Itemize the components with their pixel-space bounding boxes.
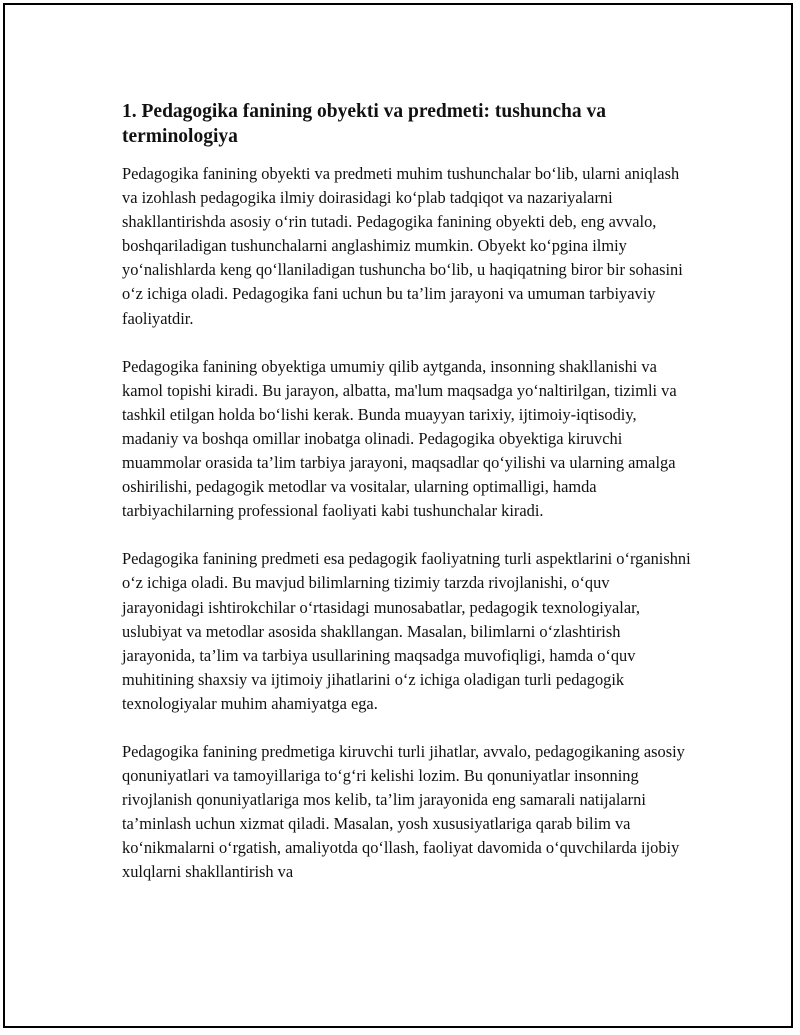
document-body — [122, 99, 692, 909]
page-frame — [3, 3, 793, 1028]
section-heading: 1. Pedagogika fanining obyekti va predmeti: tushuncha va terminologiya — [122, 101, 606, 147]
paragraph-3: Pedagogika fanining predmeti esa pedagogik faoliyatning turli aspektlarini o‘rganishni o‘z ichiga oladi. Bu mavjud bilimlarning tizimiy tarzda rivojlanishi, o‘quv jarayonidagi ishtirokchilar o‘rtasidagi munosabatlar, pedagogik texnologiyalar, uslubiyat va metodlar asosida shakllangan. Masalan, bilimlarni o‘zlashtirish jarayonida, ta’lim va tarbiya usullarining maqsadga muvofiqligi, hamda o‘quv muhitining shaxsiy va ijtimoiy jihatlarini o‘z ichiga oladigan turli pedagogik texnologiyalar muhim ahamiyatga ega. — [122, 549, 691, 713]
paragraph-1: Pedagogika fanining obyekti va predmeti muhim tushunchalar bo‘lib, ularni aniqlash va izohlash pedagogika ilmiy doirasidagi ko‘plab tadqiqot va nazariyalarni shakllantirishda asosiy o‘rin tutadi. Pedagogika fanining obyekti deb, eng avvalo, boshqariladigan tushunchalarni anglashimiz mumkin. Obyekt ko‘pgina ilmiy yo‘nalishlarda keng qo‘llaniladigan tushuncha bo‘lib, u haqiqatning biror bir sohasini o‘z ichiga oladi. Pedagogika fani uchun bu ta’lim jarayoni va umuman tarbiyaviy faoliyatdir. — [122, 164, 683, 328]
paragraph-2: Pedagogika fanining obyektiga umumiy qilib aytganda, insonning shakllanishi va kamol topishi kiradi. Bu jarayon, albatta, ma'lum maqsadga yo‘naltirilgan, tizimli va tashkil etilgan holda bo‘lishi kerak. Bunda muayyan tarixiy, ijtimoiy-iqtisodiy, madaniy va boshqa omillar inobatga olinadi. Pedagogika obyektiga kiruvchi muammolar orasida ta’lim tarbiya jarayoni, maqsadlar qo‘yilishi va ularning amalga oshirilishi, pedagogik metodlar va vositalar, ularning optimalligi, hamda tarbiyachilarning professional faoliyati kabi tushunchalar kiradi. — [122, 356, 677, 521]
paragraph-4: Pedagogika fanining predmetiga kiruvchi turli jihatlar, avvalo, pedagogikaning asosiy qonuniyatlari va tamoyillariga to‘g‘ri kelishi lozim. Bu qonuniyatlar insonning rivojlanish qonuniyatlariga mos kelib, ta’lim jarayonida eng samarali natijalarni ta’minlash uchun xizmat qiladi. Masalan, yosh xususiyatlariga qarab bilim va ko‘nikmalarni o‘rgatish, amaliyotda qo‘llash, faoliyat davomida o‘quvchilarda ijobiy xulqlarni shakllantirish va — [122, 741, 685, 882]
